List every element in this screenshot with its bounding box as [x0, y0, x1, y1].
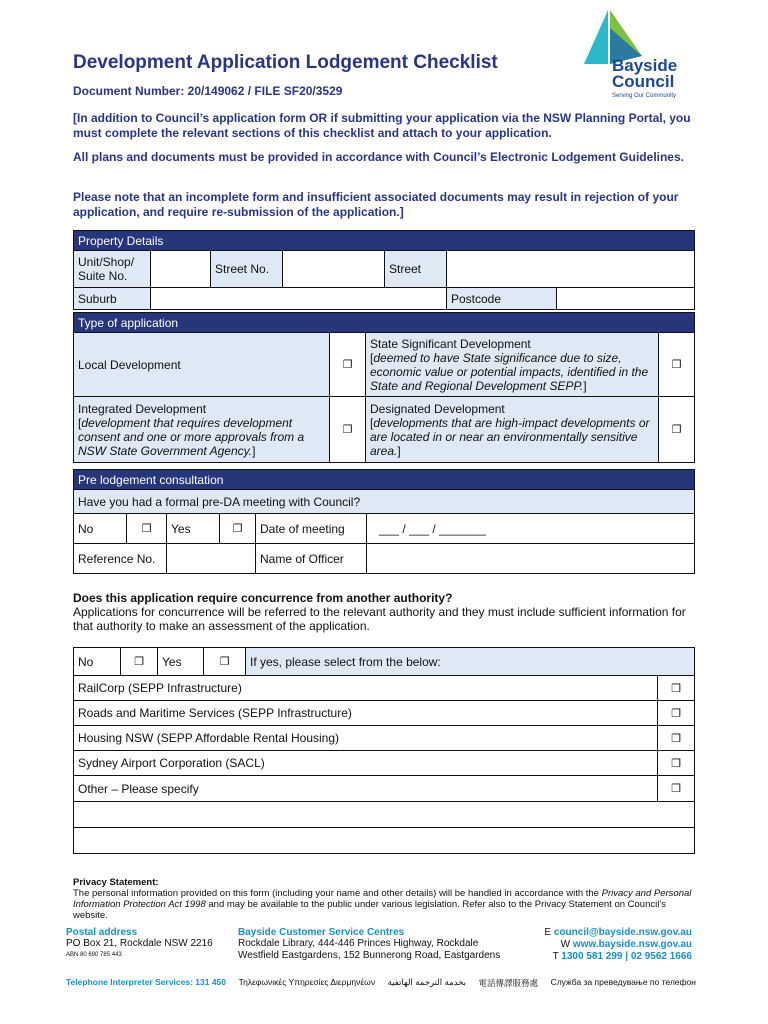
interpreter-service: Telephone Interpreter Services: 131 450 — [66, 977, 227, 987]
authority-sacl: Sydney Airport Corporation (SACL) — [74, 751, 658, 776]
suburb-input[interactable] — [151, 288, 447, 310]
concurrence-no-label: No — [74, 648, 121, 676]
privacy-act: Privacy and Personal Information Protection Act 1998 — [73, 888, 692, 910]
abn: ABN 80 690 785 443 — [66, 952, 122, 958]
ssd-title: State Significant Development — [370, 336, 531, 351]
privacy-text-before: The personal information provided on this form (including your name and other details) will be handled in accordance with the — [73, 888, 602, 899]
authority-railcorp-checkbox[interactable]: ❐ — [658, 676, 695, 701]
integrated-checkbox[interactable]: ❐ — [330, 397, 366, 463]
prelodge-yes-checkbox[interactable]: ❐ — [220, 514, 256, 544]
prelodge-section-header: Pre lodgement consultation — [74, 470, 695, 490]
predA-question: Have you had a formal pre-DA meeting with Council? — [74, 490, 695, 514]
street-label: Street — [385, 251, 447, 288]
authority-other: Other – Please specify — [74, 776, 658, 802]
street-input[interactable] — [447, 251, 695, 288]
postcode-input[interactable] — [557, 288, 695, 310]
postal-block — [66, 927, 213, 958]
website-link[interactable]: www.bayside.nsw.gov.au — [572, 939, 692, 950]
prelodge-no-checkbox[interactable]: ❐ — [127, 514, 167, 544]
street-no-input[interactable] — [283, 251, 385, 288]
plans-note: All plans and documents must be provided in accordance with Council’s Electronic Lodgement Guidelines. — [73, 150, 684, 164]
prelodge-yes-label: Yes — [167, 514, 220, 544]
meeting-date-input[interactable]: ___ / ___ / _______ — [367, 514, 695, 544]
prelodge-no-label: No — [74, 514, 127, 544]
local-development-label: Local Development — [74, 333, 330, 397]
concurrence-yes-checkbox[interactable]: ❐ — [204, 648, 246, 676]
other-specify-input-2[interactable] — [74, 828, 695, 854]
property-section-header: Property Details — [74, 231, 695, 251]
postcode-label: Postcode — [447, 288, 557, 310]
authority-rms: Roads and Maritime Services (SEPP Infrastructure) — [74, 701, 658, 726]
concurrence-note: Applications for concurrence will be referred to the relevant authority and they must include sufficient information for that authority to make an assessment of the application. — [73, 605, 686, 633]
authority-housing-nsw-checkbox[interactable]: ❐ — [658, 726, 695, 751]
interpreter-macedonian: Служба за преведување по телефон — [550, 977, 696, 987]
property-details-table — [73, 230, 695, 310]
concurrence-yes-label: Yes — [158, 648, 204, 676]
page-title: Development Application Lodgement Checklist — [73, 52, 498, 73]
interpreter-greek: Τηλεφωνικές Υπηρεσίες Διερμηνέων — [238, 977, 376, 987]
street-no-label: Street No. — [211, 251, 283, 288]
warning-text: Please note that an incomplete form and insufficient associated documents may result in rejection of your application, and require re-submission of the application.] — [73, 190, 679, 219]
designated-title: Designated Development — [370, 401, 505, 416]
phone-prefix: T — [552, 951, 559, 962]
prelodgement-table — [73, 469, 695, 574]
reference-no-label: Reference No. — [74, 544, 167, 574]
postal-heading: Postal address — [66, 927, 138, 938]
phone-numbers: 1300 581 299 | 02 9562 1666 — [561, 951, 692, 962]
authority-housing-nsw: Housing NSW (SEPP Affordable Rental Housing) — [74, 726, 658, 751]
email-prefix: E — [544, 927, 552, 938]
web-prefix: W — [560, 939, 571, 950]
document-number: Document Number: 20/149062 / FILE SF20/3529 — [73, 84, 343, 98]
logo-name-line1: Bayside — [612, 56, 678, 75]
unit-input[interactable] — [151, 251, 211, 288]
contact-block — [544, 927, 692, 963]
interpreter-chinese: 電話傳譯服務處 — [478, 978, 539, 988]
postal-line: PO Box 21, Rockdale NSW 2216 — [66, 938, 213, 949]
ssd-description: deemed to have State significance due to size, economic value or potential impacts, identified in the State and Regional Development SEPP. — [370, 350, 649, 393]
other-specify-input-1[interactable] — [74, 802, 695, 828]
privacy-text-after: and may be available to the public under various legislation. Refer also to the Privacy Statement on Council’s website. — [73, 899, 667, 921]
authority-sacl-checkbox[interactable]: ❐ — [658, 751, 695, 776]
officer-name-input[interactable] — [367, 544, 695, 574]
designated-checkbox[interactable]: ❐ — [659, 397, 695, 463]
type-section-header: Type of application — [74, 313, 695, 333]
authority-rms-checkbox[interactable]: ❐ — [658, 701, 695, 726]
centre-eastgardens: Westfield Eastgardens, 152 Bunnerong Road, Eastgardens — [238, 950, 501, 961]
authority-other-checkbox[interactable]: ❐ — [658, 776, 695, 802]
meeting-date-label: Date of meeting — [256, 514, 367, 544]
concurrence-question: Does this application require concurrence from another authority? — [73, 591, 453, 605]
interpreter-line — [66, 977, 696, 989]
bayside-logo — [578, 8, 688, 104]
officer-name-label: Name of Officer — [256, 544, 367, 574]
intro-text: [In addition to Council’s application form OR if submitting your application via the NSW Planning Portal, you must complete the relevant sections of this checklist and attach to your application. — [73, 111, 691, 140]
authority-railcorp: RailCorp (SEPP Infrastructure) — [74, 676, 658, 701]
if-yes-label: If yes, please select from the below: — [246, 648, 695, 676]
unit-label: Unit/Shop/ Suite No. — [74, 251, 151, 288]
centre-rockdale: Rockdale Library, 444-446 Princes Highway, Rockdale — [238, 938, 479, 949]
logo-tagline: Serving Our Community — [612, 93, 677, 99]
reference-no-input[interactable] — [167, 544, 256, 574]
suburb-label: Suburb — [74, 288, 151, 310]
service-centres-block — [238, 927, 500, 962]
centres-heading: Bayside Customer Service Centres — [238, 927, 405, 938]
ssd-checkbox[interactable]: ❐ — [659, 333, 695, 397]
application-type-table: Type of application Local Development ❐ State Significant Development [deemed to have State significance due to size, economic value or potential impacts, identified in the State and Regional Development SEPP.] ❐ Integrated Development [development that requires development consent and one or more approvals from a NSW State Government Agency.] ❐ Designated Development [developments that are high-impact developments or are located in or near an environmentally sensitive area.] ❐ — [73, 312, 695, 463]
privacy-statement — [73, 877, 693, 921]
logo-name-line2: Council — [612, 72, 675, 91]
integrated-title: Integrated Development — [78, 401, 207, 416]
concurrence-table — [73, 647, 695, 854]
interpreter-arabic: بخدمة الترجمة الهاتفية — [387, 977, 466, 987]
local-development-checkbox[interactable]: ❐ — [330, 333, 366, 397]
designated-description: developments that are high-impact developments or are located in or near an environmentally sensitive area. — [370, 415, 650, 458]
integrated-description: development that requires development consent and one or more approvals from a NSW State Government Agency. — [78, 415, 305, 458]
email-link[interactable]: council@bayside.nsw.gov.au — [553, 927, 692, 938]
concurrence-no-checkbox[interactable]: ❐ — [121, 648, 158, 676]
privacy-heading: Privacy Statement: — [73, 877, 159, 888]
